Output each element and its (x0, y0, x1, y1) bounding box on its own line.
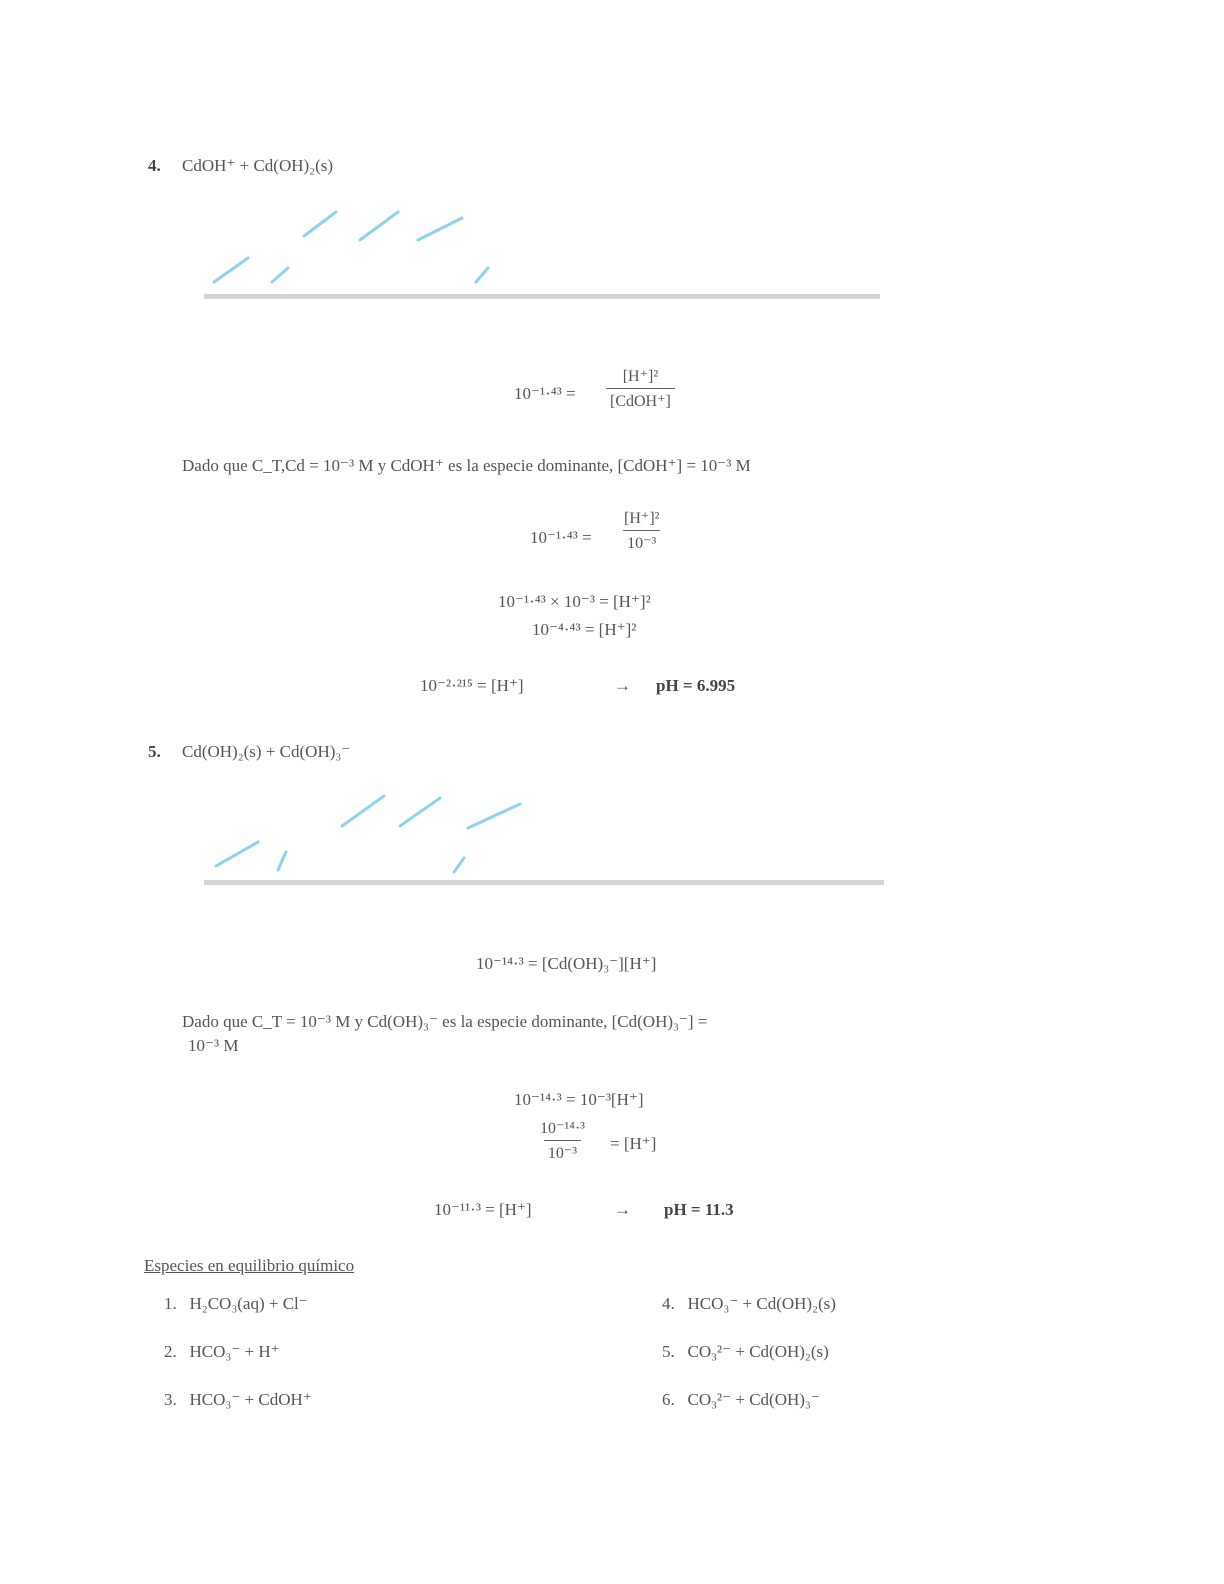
section-4-axis-line (204, 294, 880, 299)
fraction-numerator: [H⁺]² (624, 510, 660, 527)
section-5-note-line2: 10⁻³ M (188, 1036, 239, 1055)
section-4-eq1-fraction (606, 366, 675, 411)
list-item-text: HCO₃⁻ + Cd(OH)₂(s) (687, 1294, 836, 1313)
list-item-number: 2. (164, 1342, 177, 1361)
list-item (164, 1294, 308, 1314)
section-5-number: 5. (148, 742, 161, 761)
arrow-icon: → (614, 676, 631, 695)
section-5-eq3-rhs: = [H⁺] (610, 1134, 657, 1153)
fraction-denominator: [CdOH⁺] (606, 388, 675, 411)
diagram-tick (216, 842, 258, 866)
list-item-number: 1. (164, 1294, 177, 1313)
section-5-note-line1: Dado que C_T = 10⁻³ M y Cd(OH)₃⁻ es la especie dominante, [Cd(OH)₃⁻] = (182, 1012, 708, 1031)
diagram-tick (400, 798, 440, 826)
section-4-species: CdOH⁺ + Cd(OH)₂(s) (182, 156, 334, 175)
list-item (164, 1342, 280, 1362)
diagram-tick (342, 796, 384, 826)
list-item (662, 1342, 829, 1362)
list-item-text: HCO₃⁻ + H⁺ (189, 1342, 280, 1361)
diagram-tick (454, 858, 464, 872)
section-4-result: pH = 6.995 (656, 676, 736, 695)
fraction-numerator: [H⁺]² (622, 368, 659, 385)
section-4-eq1-lhs: 10⁻¹·⁴³ = (514, 384, 576, 403)
diagram-tick (272, 268, 288, 282)
section-5-species: Cd(OH)₂(s) + Cd(OH)₃⁻ (182, 742, 351, 761)
list-item (164, 1390, 312, 1410)
section-4-number: 4. (148, 156, 161, 175)
diagram-tick (278, 852, 286, 870)
arrow-icon: → (614, 1200, 631, 1219)
diagram-tick (214, 258, 248, 282)
section-4-note: Dado que C_T,Cd = 10⁻³ M y CdOH⁺ es la especie dominante, [CdOH⁺] = 10⁻³ M (182, 456, 751, 475)
diagram-tick (418, 218, 462, 240)
list-item (662, 1390, 820, 1410)
list-item-number: 3. (164, 1390, 177, 1409)
list-item-text: H₂CO₃(aq) + Cl⁻ (189, 1294, 308, 1313)
list-item-text: CO₃²⁻ + Cd(OH)₃⁻ (687, 1390, 820, 1409)
list-item (662, 1294, 836, 1314)
list-item-number: 4. (662, 1294, 675, 1313)
section-5-eq4: 10⁻¹¹·³ = [H⁺] (434, 1200, 532, 1219)
diagram-tick (304, 212, 336, 236)
list-item-text: CO₃²⁻ + Cd(OH)₂(s) (687, 1342, 829, 1361)
fraction-numerator: 10⁻¹⁴·³ (540, 1120, 585, 1137)
section-4-eq2-lhs: 10⁻¹·⁴³ = (530, 528, 592, 547)
section-5-result: pH = 11.3 (664, 1200, 734, 1219)
section-4-eq3: 10⁻¹·⁴³ × 10⁻³ = [H⁺]² (498, 592, 651, 611)
list-item-number: 5. (662, 1342, 675, 1361)
fraction-denominator: 10⁻³ (544, 1140, 581, 1163)
list-item-text: HCO₃⁻ + CdOH⁺ (189, 1390, 312, 1409)
diagram-tick (360, 212, 398, 240)
section-5-eq2: 10⁻¹⁴·³ = 10⁻³[H⁺] (514, 1090, 644, 1109)
section-4-eq2-fraction (620, 508, 663, 553)
section-5-axis-line (204, 880, 884, 885)
fraction-denominator: 10⁻³ (623, 530, 660, 553)
list-item-number: 6. (662, 1390, 675, 1409)
diagram-tick (468, 804, 520, 828)
section-4-diagram (200, 200, 900, 300)
species-list-title: Especies en equilibrio químico (144, 1256, 355, 1275)
section-5-diagram (200, 786, 900, 886)
section-5-eq3-fraction (536, 1118, 589, 1163)
section-5-eq1: 10⁻¹⁴·³ = [Cd(OH)₃⁻][H⁺] (476, 954, 657, 973)
section-4-eq5: 10⁻²·²¹⁵ = [H⁺] (420, 676, 524, 695)
diagram-tick (476, 268, 488, 282)
section-4-eq4: 10⁻⁴·⁴³ = [H⁺]² (532, 620, 637, 639)
